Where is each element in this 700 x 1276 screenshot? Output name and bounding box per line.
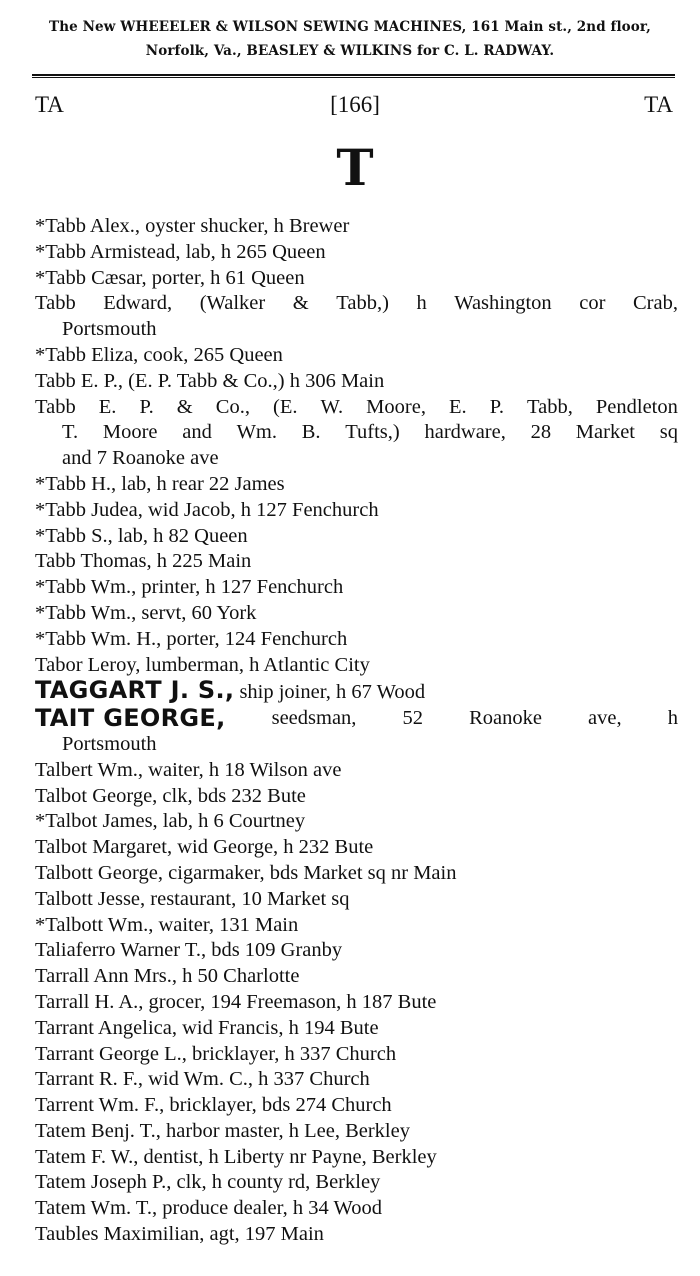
entry-word: E. [98, 395, 117, 418]
section-letter: T [336, 138, 374, 197]
directory-entry: *Talbot James, lab, h 6 Courtney [35, 810, 306, 833]
entry-bold-name: TAIT GEORGE, [35, 704, 226, 733]
directory-entry: Taubles Maximilian, agt, 197 Main [35, 1223, 324, 1246]
directory-entry: *Tabb Wm. H., porter, 124 Fenchurch [35, 627, 348, 650]
entry-word: & [176, 395, 193, 418]
entry-word: seedsman, [271, 707, 357, 730]
directory-entry [0, 395, 700, 421]
directory-entry [0, 706, 700, 732]
entry-word: E. [449, 395, 467, 418]
header-rule [32, 74, 675, 76]
entry-word: Roanoke [469, 707, 542, 730]
directory-entry: Tarrall H. A., grocer, 194 Freemason, h 187 Bute [35, 990, 437, 1013]
directory-entry: *Talbott Wm., waiter, 131 Main [35, 913, 299, 936]
directory-entry: *Tabb S., lab, h 82 Queen [35, 524, 248, 547]
entry-word: cor [579, 292, 606, 315]
entry-word: Moore, [366, 395, 426, 418]
entry-word: P. [489, 395, 504, 418]
header-rule-thin [32, 77, 675, 78]
directory-entry [0, 678, 700, 706]
directory-entry: Talbot George, clk, bds 232 Bute [35, 784, 306, 807]
entry-word: 52 [402, 707, 424, 730]
directory-entry: *Tabb Eliza, cook, 265 Queen [35, 343, 283, 366]
directory-entry: Portsmouth [62, 732, 157, 755]
directory-entry: Talbot Margaret, wid George, h 232 Bute [35, 836, 374, 859]
entry-word: (Walker [199, 292, 266, 315]
entry-word: h [416, 292, 427, 315]
directory-entry: Tatem Wm. T., produce dealer, h 34 Wood [35, 1197, 382, 1220]
running-head-left: TA [35, 92, 64, 117]
entry-word: Tabb [35, 395, 76, 418]
directory-entry: *Tabb Judea, wid Jacob, h 127 Fenchurch [35, 498, 379, 521]
entry-word: W. [320, 395, 344, 418]
directory-entry: Tatem F. W., dentist, h Liberty nr Payne, Berkley [35, 1145, 437, 1168]
directory-entry: Tarrall Ann Mrs., h 50 Charlotte [35, 965, 300, 988]
entry-word: Crab, [632, 292, 678, 315]
directory-entry: Taliaferro Warner T., bds 109 Granby [35, 939, 343, 962]
directory-entry: *Tabb Wm., printer, h 127 Fenchurch [35, 576, 344, 599]
directory-entry: Tabb Thomas, h 225 Main [35, 550, 252, 573]
entry-word: B. [301, 421, 321, 444]
directory-entry: *Tabb Wm., servt, 60 York [35, 601, 257, 624]
directory-entry: Tabor Leroy, lumberman, h Atlantic City [35, 653, 370, 676]
running-head-right: TA [644, 92, 673, 117]
entry-word: Co., [215, 395, 250, 418]
directory-entry: *Tabb Armistead, lab, h 265 Queen [35, 240, 326, 263]
directory-entry: Talbott George, cigarmaker, bds Market sq nr Main [35, 861, 457, 884]
entry-word: P. [139, 395, 154, 418]
entry-word: h [667, 707, 678, 730]
page-number: [166] [330, 92, 380, 117]
entry-word: and [182, 421, 212, 444]
entry-word: Tabb [35, 292, 76, 315]
entry-word: Pendleton [595, 395, 678, 418]
entry-word: Washington [454, 292, 552, 315]
entry-word: Wm. [236, 421, 277, 444]
directory-entry: and 7 Roanoke ave [62, 447, 219, 470]
directory-entry: Talbert Wm., waiter, h 18 Wilson ave [35, 758, 342, 781]
entry-word: T. [62, 421, 79, 444]
entry-text: ship joiner, h 67 Wood [234, 681, 426, 704]
directory-entry: *Tabb H., lab, h rear 22 James [35, 472, 285, 495]
directory-entry: Tarrant George L., bricklayer, h 337 Church [35, 1042, 397, 1065]
directory-entry [0, 291, 700, 317]
directory-entry [0, 420, 700, 446]
directory-entries [0, 214, 700, 1248]
entry-word: Market [575, 421, 635, 444]
advertisement-line-1: The New WHEEELER & WILSON SEWING MACHINES, 161 Main st., 2nd floor, [49, 19, 651, 35]
directory-entry: Portsmouth [62, 318, 157, 341]
directory-entry: Tarrant R. F., wid Wm. C., h 337 Church [35, 1068, 370, 1091]
directory-entry: Tarrent Wm. F., bricklayer, bds 274 Church [35, 1094, 392, 1117]
entry-word: ave, [588, 707, 622, 730]
entry-word: & [292, 292, 309, 315]
directory-entry: *Tabb Cæsar, porter, h 61 Queen [35, 266, 305, 289]
entry-bold-name: TAGGART J. S., [35, 676, 235, 705]
entry-word: Edward, [103, 292, 173, 315]
entry-word: Tabb, [527, 395, 573, 418]
entry-word: hardware, [424, 421, 506, 444]
directory-entry: Tabb E. P., (E. P. Tabb & Co.,) h 306 Main [35, 369, 385, 392]
directory-entry: Talbott Jesse, restaurant, 10 Market sq [35, 887, 350, 910]
entry-word: 28 [530, 421, 552, 444]
entry-word: (E. [273, 395, 298, 418]
entry-word: Tufts,) [345, 421, 400, 444]
entry-word: Tabb,) [336, 292, 389, 315]
directory-entry: Tatem Benj. T., harbor master, h Lee, Berkley [35, 1119, 410, 1142]
directory-entry: Tarrant Angelica, wid Francis, h 194 Bute [35, 1016, 379, 1039]
directory-entry: Tatem Joseph P., clk, h county rd, Berkley [35, 1171, 381, 1194]
directory-entry: *Tabb Alex., oyster shucker, h Brewer [35, 215, 350, 237]
advertisement-line-2: Norfolk, Va., BEASLEY & WILKINS for C. L. RADWAY. [145, 43, 555, 59]
entry-word: Moore [102, 421, 158, 444]
entry-word: sq [659, 421, 678, 444]
